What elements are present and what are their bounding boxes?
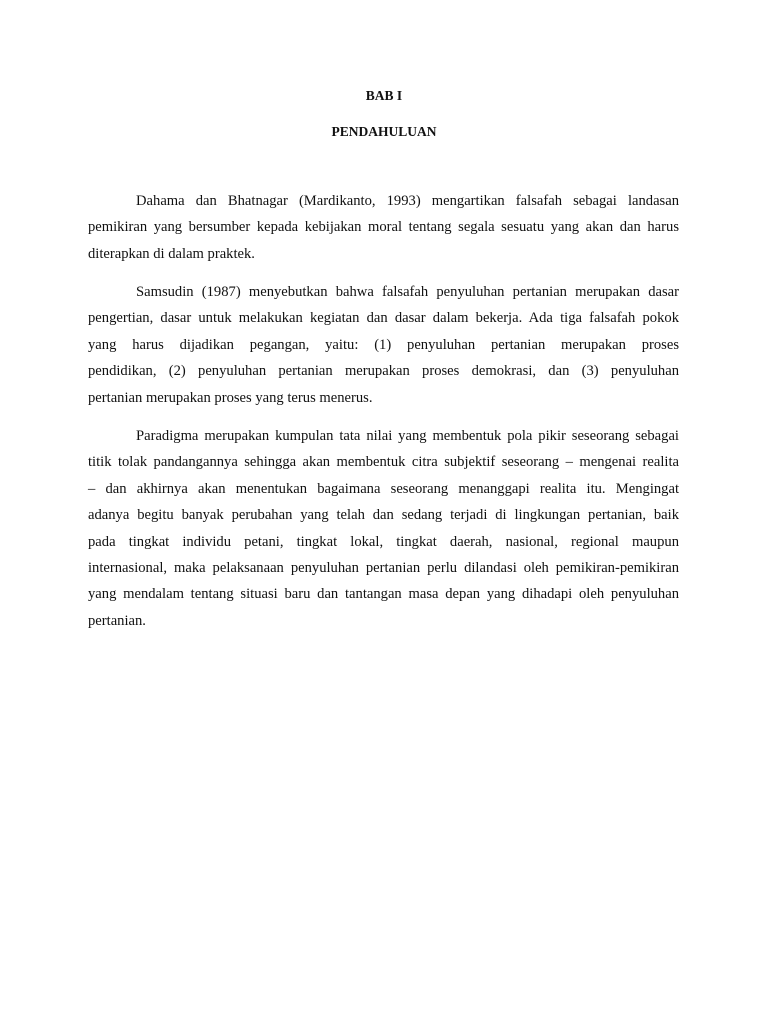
text-line: yang mendalam tentang situasi baru dan tantangan masa depan yang dihadapi oleh penyuluhan xyxy=(88,586,679,603)
text-line: pemikiran yang bersumber kepada kebijakan moral tentang segala sesuatu yang akan dan harus xyxy=(88,219,679,236)
text-line: pengertian, dasar untuk melakukan kegiatan dan dasar dalam bekerja. Ada tiga falsafah pokok xyxy=(88,310,679,327)
paragraph-2 xyxy=(88,279,679,411)
text-line: titik tolak pandangannya sehingga akan membentuk citra subjektif seseorang – mengenai realita xyxy=(88,454,679,471)
text-line: Paradigma merupakan kumpulan tata nilai yang membentuk pola pikir seseorang sebagai xyxy=(136,428,679,444)
text-line: Samsudin (1987) menyebutkan bahwa falsafah penyuluhan pertanian merupakan dasar xyxy=(136,284,679,300)
text-line: pendidikan, (2) penyuluhan pertanian merupakan proses demokrasi, dan (3) penyuluhan xyxy=(88,363,679,380)
chapter-label: BAB I xyxy=(365,88,403,103)
text-line: pada tingkat individu petani, tingkat lokal, tingkat daerah, nasional, regional maupun xyxy=(88,533,679,550)
text-line: yang harus dijadikan pegangan, yaitu: (1) penyuluhan pertanian merupakan proses xyxy=(88,336,679,353)
text-line: adanya begitu banyak perubahan yang telah dan sedang terjadi di lingkungan pertanian, baik xyxy=(88,507,679,524)
paragraph-3 xyxy=(88,423,679,634)
text-line: pertanian merupakan proses yang terus menerus. xyxy=(88,389,373,406)
text-line: pertanian. xyxy=(88,612,146,629)
paragraph-1 xyxy=(88,188,679,267)
chapter-title: PENDAHULUAN xyxy=(331,124,437,139)
text-line: diterapkan di dalam praktek. xyxy=(88,245,255,262)
text-line: Dahama dan Bhatnagar (Mardikanto, 1993) mengartikan falsafah sebagai landasan xyxy=(136,193,679,209)
text-line: internasional, maka pelaksanaan penyuluhan pertanian perlu dilandasi oleh pemikiran-pemikiran xyxy=(88,559,679,576)
text-line: – dan akhirnya akan menentukan bagaimana seseorang menanggapi realita itu. Mengingat xyxy=(88,480,679,497)
